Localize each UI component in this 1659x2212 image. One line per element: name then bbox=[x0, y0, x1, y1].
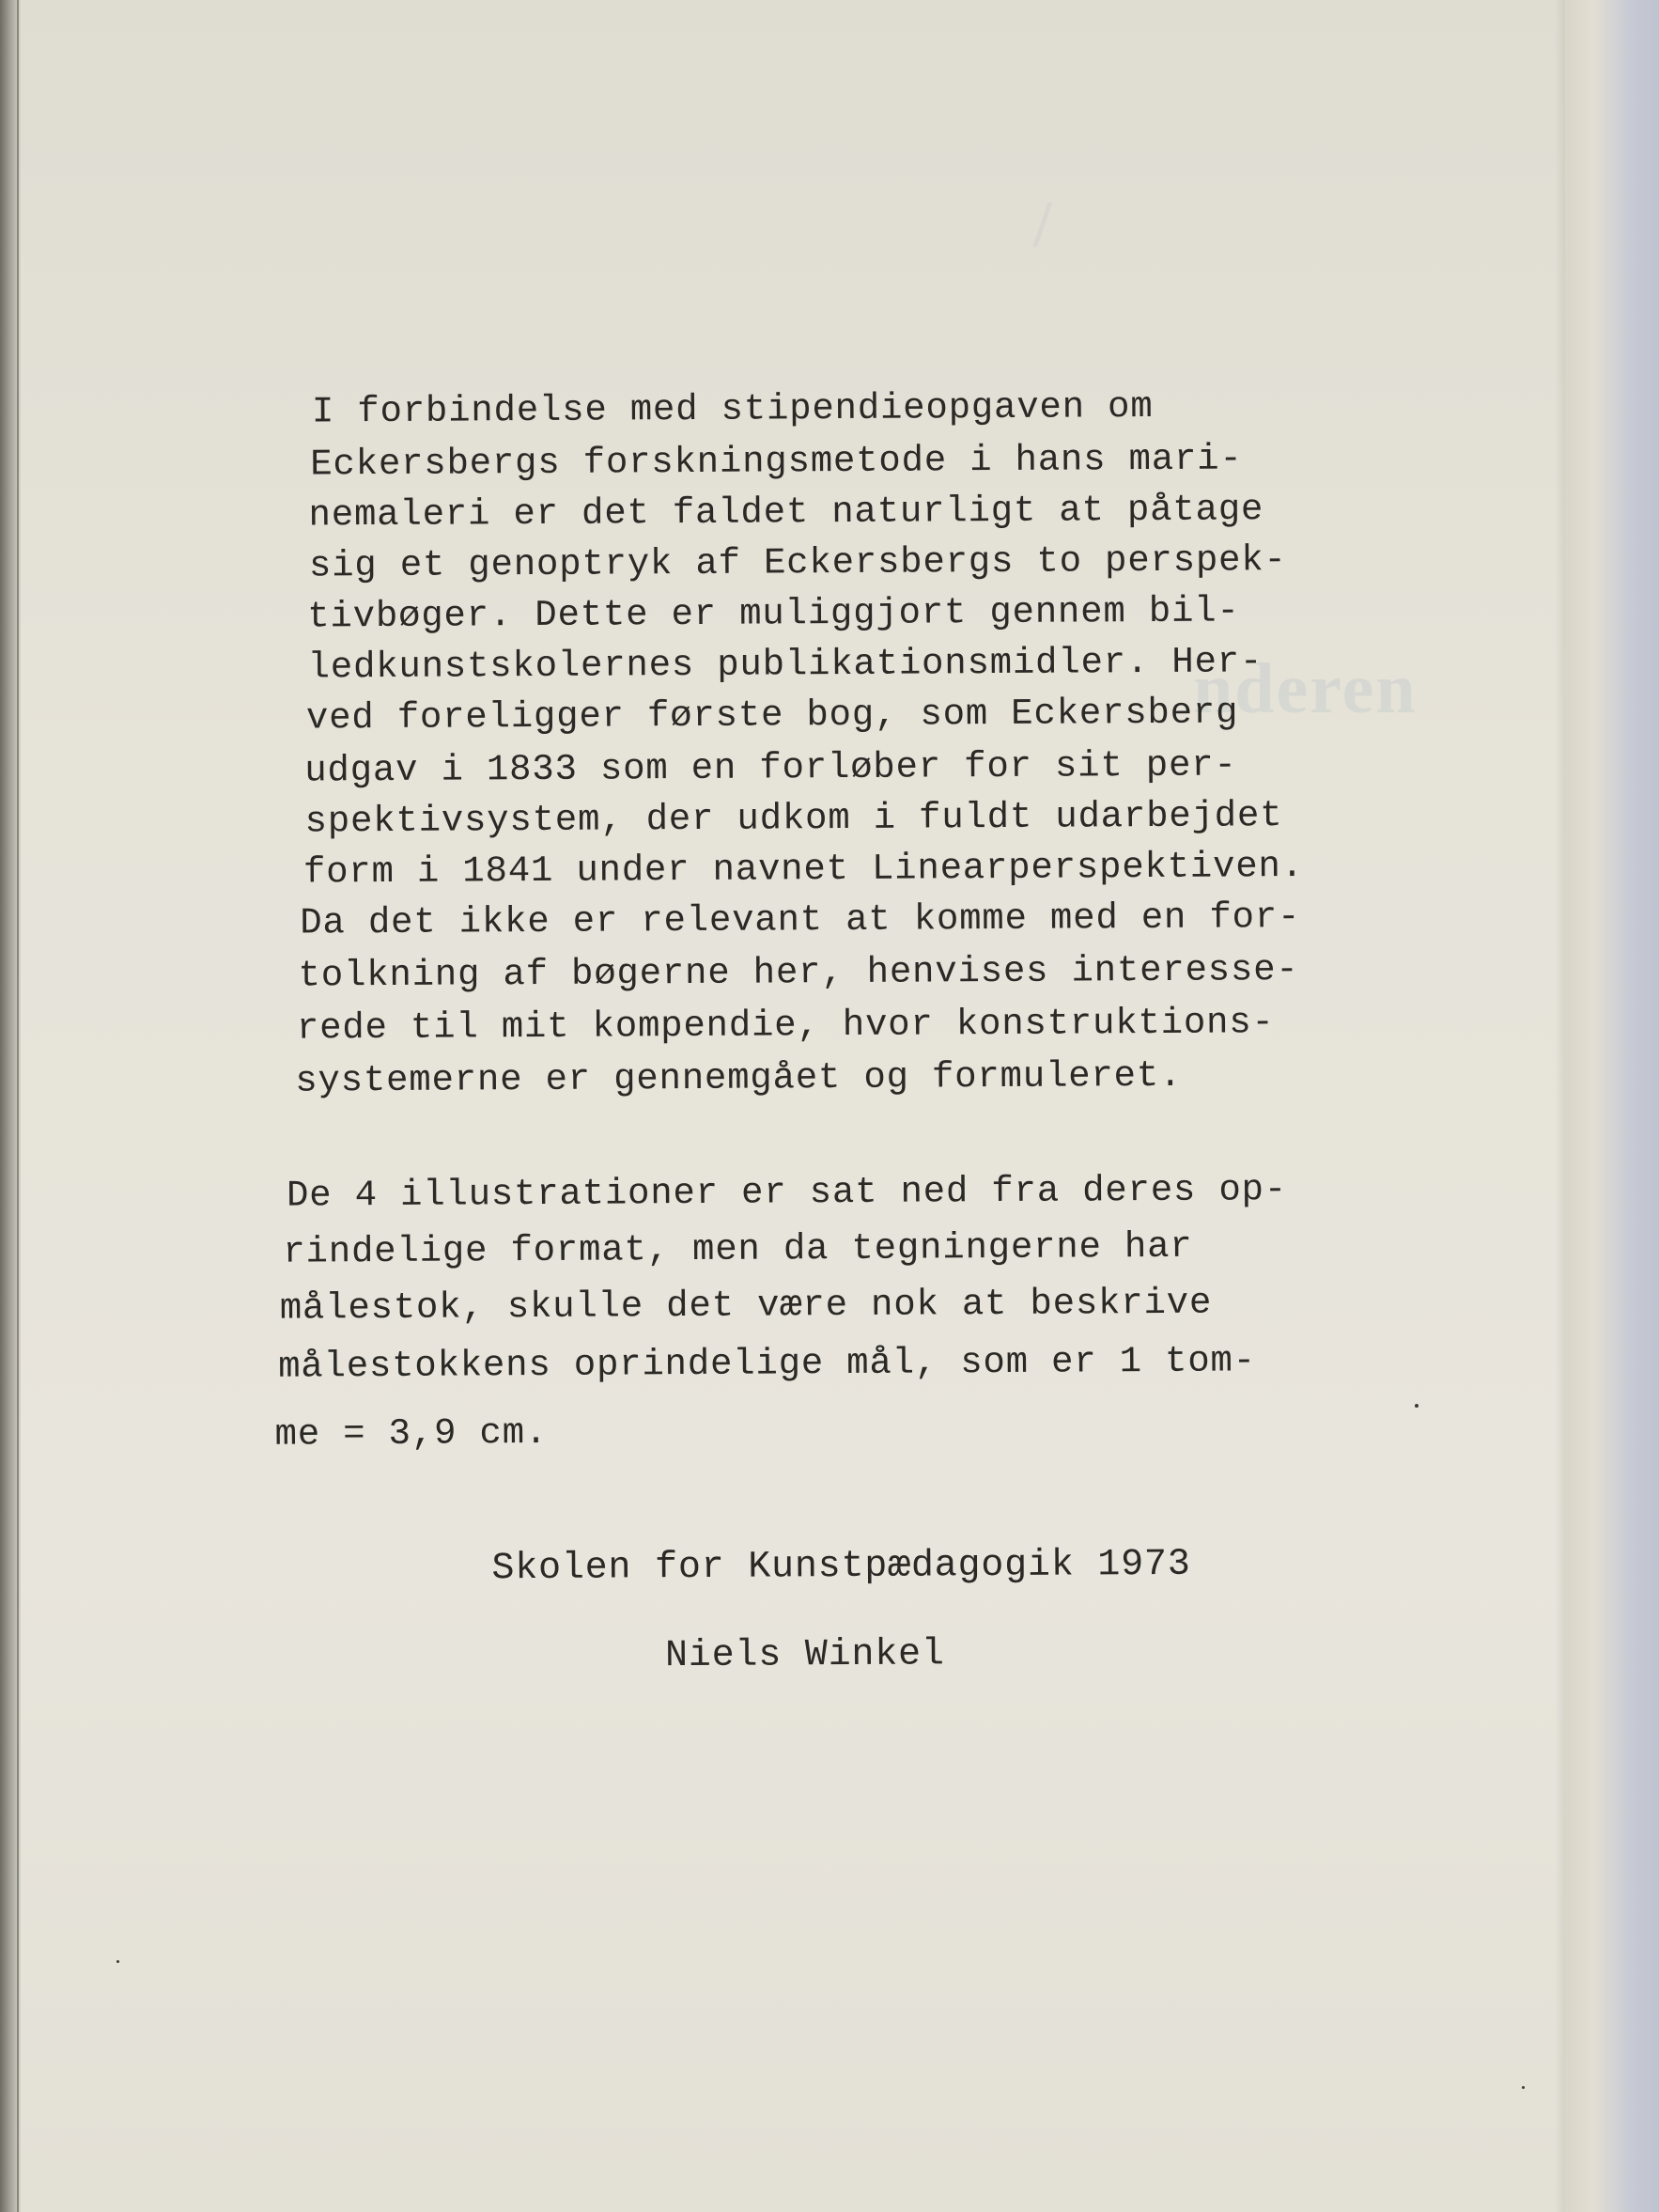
paragraph1-line: sig et genoptryk af Eckersbergs to perspek- bbox=[308, 539, 1287, 587]
paper-speck bbox=[1522, 2086, 1525, 2089]
paragraph2-line: målestok, skulle det være nok at beskrive bbox=[279, 1282, 1213, 1330]
paragraph1-line: ledkunstskolernes publikationsmidler. Her- bbox=[307, 641, 1264, 689]
paper-speck bbox=[116, 1960, 119, 1963]
paragraph1-line: form i 1841 under navnet Linearperspektiven. bbox=[302, 846, 1305, 894]
show-through-mark: / bbox=[1033, 189, 1052, 261]
show-through-text: nderen bbox=[1193, 649, 1418, 728]
paragraph1-line: Eckersbergs forskningsmetode i hans mari- bbox=[310, 438, 1243, 486]
paragraph2-line: målestokkens oprindelige mål, som er 1 tom- bbox=[278, 1340, 1257, 1388]
paragraph1-line: nemaleri er det faldet naturligt at påtage bbox=[308, 489, 1264, 537]
paragraph1-line: udgav i 1833 som en forløber for sit per- bbox=[304, 744, 1237, 792]
paper-speck bbox=[1415, 1404, 1419, 1408]
paragraph1-line: Da det ikke er relevant at komme med en for- bbox=[300, 896, 1301, 944]
institution-year: Skolen for Kunstpædagogik 1973 bbox=[491, 1543, 1191, 1591]
paragraph1-line: tivbøger. Dette er muliggjort gennem bil- bbox=[307, 590, 1240, 638]
paragraph1-line: spektivsystem, der udkom i fuldt udarbejdet bbox=[304, 795, 1283, 843]
paragraph2-line: rindelige format, men da tegningerne har bbox=[283, 1225, 1193, 1273]
paragraph1-line: systemerne er gennemgået og formuleret. bbox=[295, 1054, 1183, 1102]
paragraph1-line: ved foreligger første bog, som Eckersberg bbox=[305, 692, 1239, 740]
author-name: Niels Winkel bbox=[664, 1633, 945, 1678]
paragraph1-line: tolkning af bøgerne her, henvises interesse- bbox=[298, 949, 1299, 997]
paragraph1-line: I forbindelse med stipendieopgaven om bbox=[311, 385, 1154, 433]
paragraph1-line: rede til mit kompendie, hvor konstruktions- bbox=[296, 1002, 1275, 1050]
paragraph2-line: me = 3,9 cm. bbox=[274, 1411, 549, 1456]
paragraph2-line: De 4 illustrationer er sat ned fra deres op- bbox=[286, 1169, 1288, 1217]
